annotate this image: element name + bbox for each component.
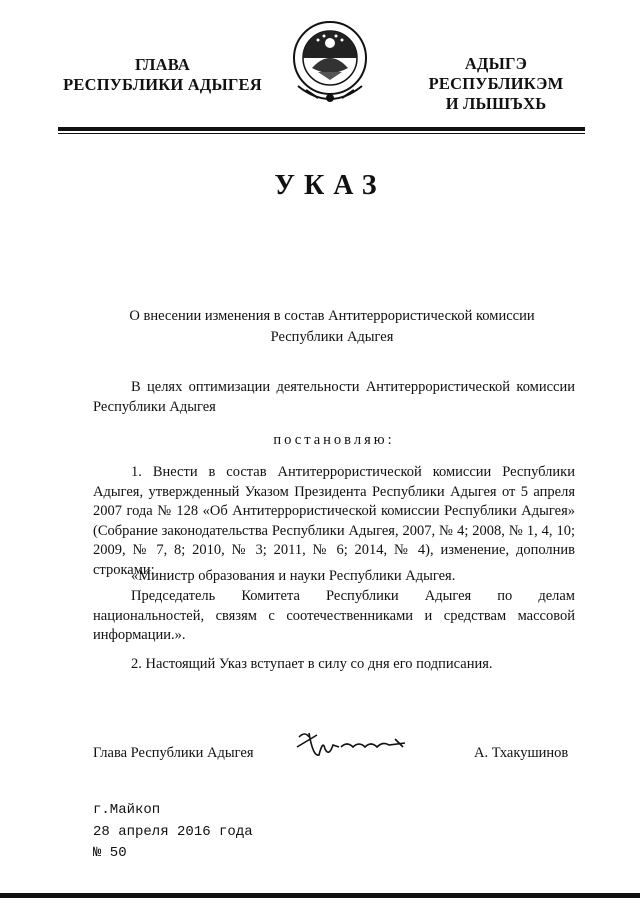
item-2-paragraph: 2. Настоящий Указ вступает в силу со дня его подписания. [131, 656, 493, 672]
issue-date: 28 апреля 2016 года [93, 824, 253, 840]
scan-border [0, 893, 640, 898]
added-line-1: «Министр образования и науки Республики Адыгея. [131, 568, 456, 584]
decree-word: постановляю: [273, 432, 395, 448]
issuer-adyghe-line-1: АДЫГЭ РЕСПУБЛИКЭМ [428, 54, 564, 93]
subject-line-2: Республики Адыгея [270, 329, 394, 345]
added-line-2: Председатель Комитета Республики Адыгея по делам национальностей, связям с соотечественниками и средствам массовой информации.». [93, 588, 575, 643]
signatory-position: Глава Республики Адыгея [93, 745, 254, 761]
signatory-name: А. Тхакушинов [474, 745, 569, 761]
issuer-adyghe-line-2: И ЛЫШЪХЬ [445, 94, 547, 113]
handwritten-signature [295, 727, 410, 767]
issue-city: г.Майкоп [93, 802, 161, 818]
preamble-paragraph: В целях оптимизации деятельности Антитеррористической комиссии Республики Адыгея [93, 379, 575, 415]
issuer-title-russian [50, 55, 275, 95]
issuer-line-2: РЕСПУБЛИКИ АДЫГЕЯ [63, 75, 262, 94]
item-1-paragraph: 1. Внести в состав Антитеррористической комиссии Республики Адыгея, утвержденный Указом Президента Республики Адыгея от 5 апреля 2007 года № 128 «Об Антитеррористической комиссии Республики Адыгея» (Собрание законодательства Республики Адыгея, 2007, № 4; 2008, № 1, 4, 10; 2009, № 7, 8; 2010, № 3; 2011, № 6; 2014, № 4), изменение, дополнив строками: [93, 464, 575, 578]
issuer-title-adyghe [396, 54, 596, 114]
coat-of-arms-icon [278, 20, 382, 110]
document-number: № 50 [93, 845, 127, 861]
document-subject [92, 306, 572, 348]
header-divider-thick [58, 127, 585, 131]
document-title: УКАЗ [274, 170, 386, 201]
header-divider-thin [58, 133, 585, 134]
subject-line-1: О внесении изменения в состав Антитеррористической комиссии [129, 308, 535, 324]
issuer-line-1: ГЛАВА [134, 55, 191, 74]
